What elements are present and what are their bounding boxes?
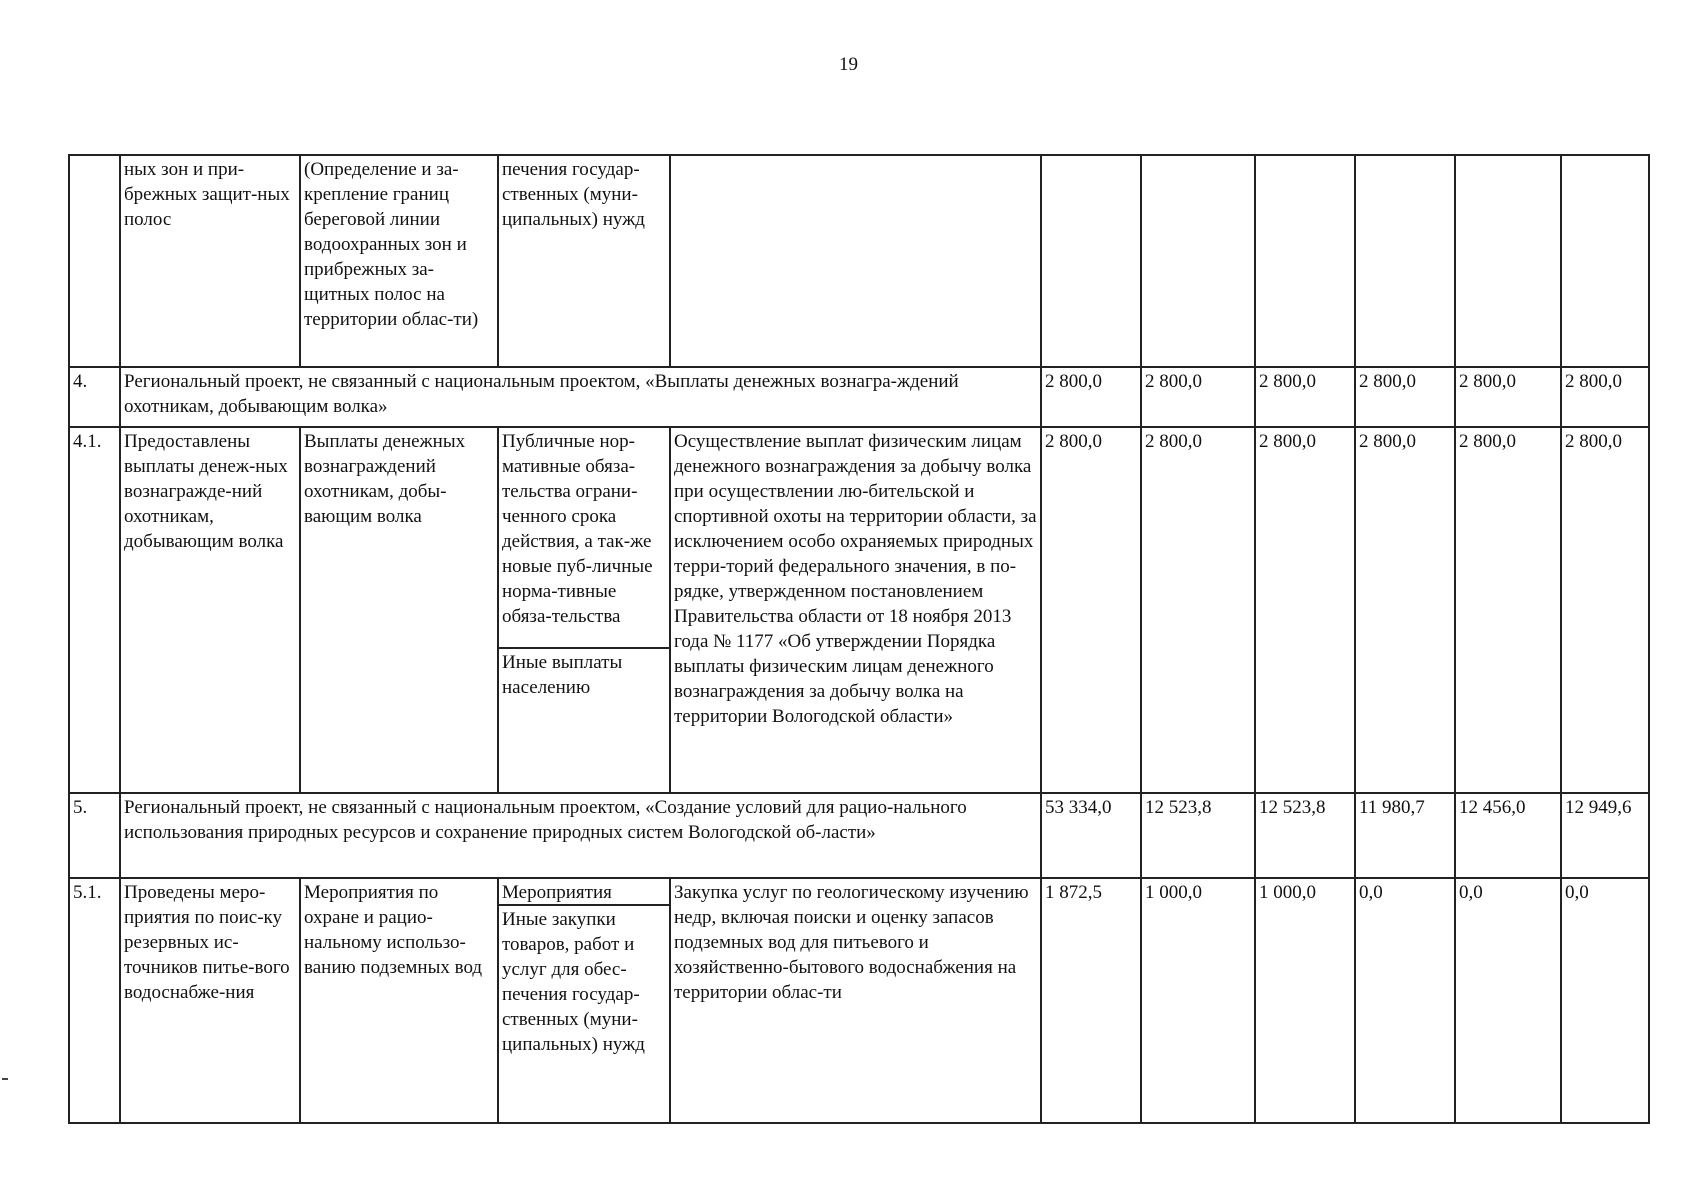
value-cell-5: 12 456,0 (1455, 793, 1561, 878)
expense-type-secondary: Иные выплаты населению (499, 647, 669, 702)
program-table (68, 154, 1650, 1124)
value-cell-4: 11 980,7 (1355, 793, 1455, 878)
table-row-4 (69, 367, 1649, 427)
row-number: 4.1. (69, 427, 120, 793)
page-number: 19 (839, 54, 858, 75)
value-cell-2: 1 000,0 (1141, 878, 1255, 1123)
scan-edge-mark (2, 1078, 8, 1080)
value-cell-6: 0,0 (1561, 878, 1649, 1123)
expense-type-primary: Публичные нор-мативные обяза-тельства ограни-ченного срока действия, а так-же новые пуб-личные норма-тивные обяза-тельства (502, 431, 653, 627)
value-cell-3: 2 800,0 (1255, 427, 1355, 793)
table-row-5 (69, 793, 1649, 878)
expense-type-cell: печения государ-ственных (муни-ципальных) нужд (498, 155, 670, 367)
value-cell-5: 0,0 (1455, 878, 1561, 1123)
value-cell-2 (1141, 155, 1255, 367)
event-cell: Выплаты денежных вознаграждений охотникам, добы-вающим волка (300, 427, 498, 793)
value-cell-1 (1041, 155, 1141, 367)
value-cell-4: 2 800,0 (1355, 427, 1455, 793)
value-cell-1: 2 800,0 (1041, 367, 1141, 427)
project-title-cell: Региональный проект, не связанный с национальным проектом, «Выплаты денежных вознагра-ждений охотникам, добывающим волка» (120, 367, 1041, 427)
description-cell (670, 155, 1041, 367)
value-cell-3: 2 800,0 (1255, 367, 1355, 427)
value-cell-3 (1255, 155, 1355, 367)
expense-type-cell (498, 427, 670, 793)
value-cell-5: 2 800,0 (1455, 427, 1561, 793)
table-row-4-1 (69, 427, 1649, 793)
event-cell: Мероприятия по охране и рацио-нальному использо-ванию подземных вод (300, 878, 498, 1123)
value-cell-1: 1 872,5 (1041, 878, 1141, 1123)
value-cell-6: 2 800,0 (1561, 367, 1649, 427)
value-cell-4: 0,0 (1355, 878, 1455, 1123)
description-cell: Осуществление выплат физическим лицам денежного вознаграждения за добычу волка при осуществлении лю-бительской и спортивной охоты на территории области, за исключением особо охраняемых природных терри-торий федерального значения, в по-рядке, утвержденном постановлением Правительства области от 18 ноября 2013 года № 1177 «Об утверждении Порядка выплаты физическим лицам денежного вознаграждения за добычу волка на территории Вологодской области» (670, 427, 1041, 793)
row-number: 5.1. (69, 878, 120, 1123)
value-cell-4: 2 800,0 (1355, 367, 1455, 427)
value-cell-3: 1 000,0 (1255, 878, 1355, 1123)
result-cell: Предоставлены выплаты денеж-ных вознагражде-ний охотникам, добывающим волка (120, 427, 300, 793)
project-title-cell: Региональный проект, не связанный с национальным проектом, «Создание условий для рацио-нального использования природных ресурсов и сохранение природных систем Вологодской об-ласти» (120, 793, 1041, 878)
expense-type-cell (498, 878, 670, 1123)
value-cell-2: 12 523,8 (1141, 793, 1255, 878)
expense-type-secondary: Иные закупки товаров, работ и услуг для обес-печения государ-ственных (муни-ципальных) нужд (499, 904, 669, 1059)
value-cell-4 (1355, 155, 1455, 367)
row-number: 4. (69, 367, 120, 427)
row-number (69, 155, 120, 367)
expense-type-primary: Мероприятия (502, 882, 612, 903)
value-cell-5 (1455, 155, 1561, 367)
value-cell-6: 12 949,6 (1561, 793, 1649, 878)
table-row-5-1 (69, 878, 1649, 1123)
description-cell: Закупка услуг по геологическому изучению недр, включая поиски и оценку запасов подземных вод для питьевого и хозяйственно-бытового водоснабжения на территории облас-ти (670, 878, 1041, 1123)
result-cell: ных зон и при-брежных защит-ных полос (120, 155, 300, 367)
value-cell-2: 2 800,0 (1141, 367, 1255, 427)
value-cell-1: 53 334,0 (1041, 793, 1141, 878)
value-cell-6 (1561, 155, 1649, 367)
result-cell: Проведены меро-приятия по поис-ку резервных ис-точников питье-вого водоснабже-ния (120, 878, 300, 1123)
event-cell: (Определение и за-крепление границ береговой линии водоохранных зон и прибрежных за-щитных полос на территории облас-ти) (300, 155, 498, 367)
value-cell-6: 2 800,0 (1561, 427, 1649, 793)
row-number: 5. (69, 793, 120, 878)
value-cell-5: 2 800,0 (1455, 367, 1561, 427)
value-cell-2: 2 800,0 (1141, 427, 1255, 793)
value-cell-3: 12 523,8 (1255, 793, 1355, 878)
table-row-continued (69, 155, 1649, 367)
value-cell-1: 2 800,0 (1041, 427, 1141, 793)
